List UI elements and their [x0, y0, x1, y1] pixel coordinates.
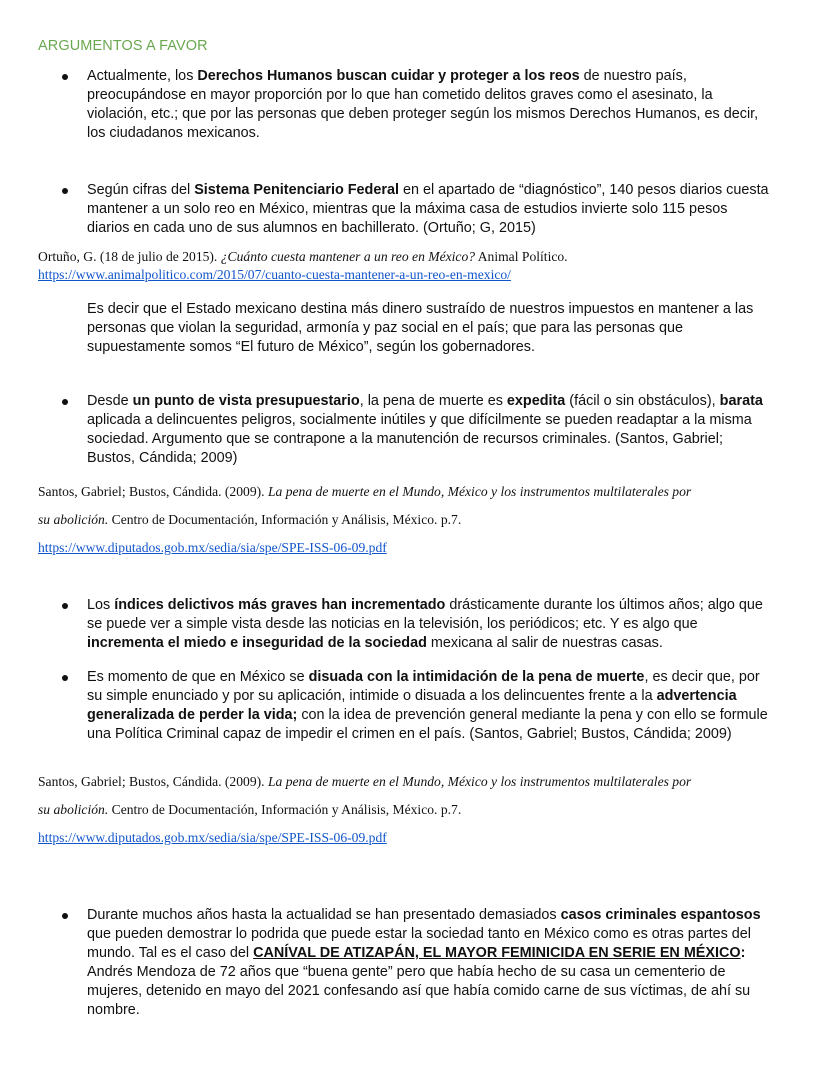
- bullet-icon: [62, 74, 68, 80]
- list-item-budget-view: [62, 392, 772, 468]
- list-item-crime-indices: [62, 596, 772, 653]
- list-item-human-rights: [62, 67, 772, 143]
- list-item-text: Actualmente, los Derechos Humanos buscan cuidar y proteger a los reos de nuestro país, preocupándose en mayor proporción por lo que han cometido delitos graves como el asesinato, la violación, etc.; que por las personas que deben proteger según los mismos Derechos Humanos, es decir, los ciudadanos mexicanos.: [87, 68, 759, 141]
- bullet-icon: [62, 913, 68, 919]
- list-item-text: Es momento de que en México se disuada con la intimidación de la pena de muerte, es decir que, por su simple enunciado y por su aplicación, intimide o disuada a los delincuentes frente a la advertencia generalizada de perder la vida; con la idea de prevención general mediante la pena y con ello se formule una Política Criminal capaz de impedir el crimen en el país. (Santos, Gabriel; Bustos, Cándida; 2009): [87, 669, 768, 742]
- reference-ortuno: Ortuño, G. (18 de julio de 2015). ¿Cuánto cuesta mantener a un reo en México? Animal Político. https://www.animalpolitico.com/2015/07/cuanto-cuesta-mantener-a-un-reo-en-mexico/: [38, 249, 568, 282]
- list-item-penitentiary-costs: [62, 181, 772, 238]
- list-item-criminal-cases: [62, 906, 772, 1020]
- list-item-text: Los índices delictivos más graves han incrementado drásticamente durante los últimos años; algo que se puede ver a simple vista desde las noticias en la televisión, los periódicos; etc. Y es algo que incrementa el miedo e inseguridad de la sociedad mexicana al salir de nuestras casas.: [87, 597, 763, 651]
- list-item-text: Durante muchos años hasta la actualidad se han presentado demasiados casos criminales espantosos que pueden demostrar lo podrida que puede estar la sociedad tanto en México como es otras partes del mundo. Tal es el caso del CANÍVAL DE ATIZAPÁN, EL MAYOR FEMINICIDA EN SERIE EN MÉXICO: Andrés Mendoza de 72 años que “buena gente” pero que había hecho de su casa un cementerio de mujeres, detenido en mayo del 2021 confesando así que había comido carne de sus víctimas, de ahí su nombre.: [87, 907, 761, 1018]
- paragraph-state-spending: Es decir que el Estado mexicano destina más dinero sustraído de nuestros impuestos en mantener a las personas que violan la seguridad, armonía y paz social en el país; que para las personas que supuestamente somos “El futuro de México”, según los gobernadores.: [87, 301, 754, 355]
- reference-santos-2: Santos, Gabriel; Bustos, Cándida. (2009). La pena de muerte en el Mundo, México y los instrumentos multilaterales por su abolición. Centro de Documentación, Información y Análisis, México. p.7. https://www.diputados.gob.mx/sedia/sia/spe/SPE-ISS-06-09.pdf: [38, 774, 692, 845]
- list-item-text: Desde un punto de vista presupuestario, la pena de muerte es expedita (fácil o sin obstáculos), barata aplicada a delincuentes peligros, socialmente inútiles y que difícilmente se pueden readaptar a la misma sociedad. Argumento que se contrapone a la manutención de recursos criminales. (Santos, Gabriel; Bustos, Cándida; 2009): [87, 393, 763, 466]
- reference-link-animalpolitico[interactable]: https://www.animalpolitico.com/2015/07/cuanto-cuesta-mantener-a-un-reo-en-mexico/: [38, 267, 511, 282]
- bullet-icon: [62, 399, 68, 405]
- section-heading: ARGUMENTOS A FAVOR: [38, 38, 208, 54]
- bullet-icon: [62, 675, 68, 681]
- bullet-icon: [62, 188, 68, 194]
- bullet-icon: [62, 603, 68, 609]
- reference-link-diputados[interactable]: https://www.diputados.gob.mx/sedia/sia/spe/SPE-ISS-06-09.pdf: [38, 830, 387, 845]
- list-item-deterrence: [62, 668, 772, 744]
- reference-link-diputados[interactable]: https://www.diputados.gob.mx/sedia/sia/spe/SPE-ISS-06-09.pdf: [38, 540, 387, 555]
- reference-santos-1: Santos, Gabriel; Bustos, Cándida. (2009). La pena de muerte en el Mundo, México y los instrumentos multilaterales por su abolición. Centro de Documentación, Información y Análisis, México. p.7. https://www.diputados.gob.mx/sedia/sia/spe/SPE-ISS-06-09.pdf: [38, 484, 692, 555]
- list-item-text: Según cifras del Sistema Penitenciario Federal en el apartado de “diagnóstico”, 140 pesos diarios cuesta mantener a un solo reo en México, mientras que la máxima casa de estudios invierte solo 115 pesos diarios en cada uno de sus alumnos en bachillerato. (Ortuño; G, 2015): [87, 182, 769, 236]
